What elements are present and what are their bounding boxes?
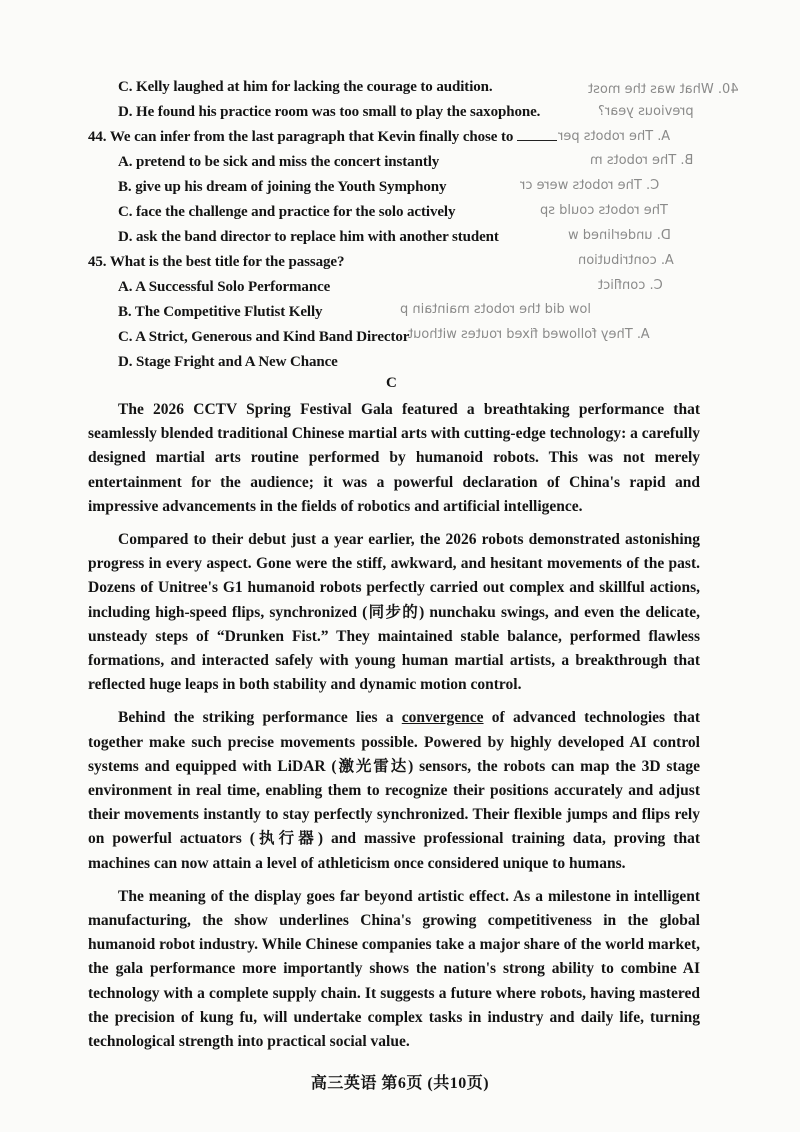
- passage-paragraph-1: The 2026 CCTV Spring Festival Gala featured a breathtaking performance that seamlessly blended traditional Chinese martial arts with cutting-edge technology: a carefully designed martial arts routine performed by humanoid robots. This was not merely entertainment for the audience; it was a powerful declaration of China's rapid and impressive advancements in the fields of robotics and artificial intelligence.: [88, 401, 700, 515]
- passage-heading: C: [386, 375, 397, 391]
- q44-stem: 44. We can infer from the last paragraph that Kevin finally chose to: [88, 127, 688, 147]
- q44-option-b: B. give up his dream of joining the Youth Symphony: [118, 179, 447, 195]
- reading-passage: [88, 398, 700, 1063]
- bleed-through-text: C. The robots were cr: [520, 178, 660, 193]
- q44-option-d: D. ask the band director to replace him with another student: [118, 229, 499, 245]
- q45-option-d: D. Stage Fright and A New Chance: [118, 354, 338, 370]
- passage-paragraph-4: The meaning of the display goes far beyond artistic effect. As a milestone in intelligent manufacturing, the show underlines China's growing competitiveness in the global humanoid robot industry. While Chinese companies take a major share of the world market, the gala performance more importantly shows the nation's strong ability to combine AI technology with a complete supply chain. It suggests a future where robots, having mastered the precision of kung fu, will undertake complex tasks in industry and daily life, turning technological strength into practical social value.: [88, 887, 700, 1051]
- q43-option-c: C. Kelly laughed at him for lacking the courage to audition.: [118, 79, 493, 95]
- q44-option-a: A. pretend to be sick and miss the concert instantly: [118, 154, 440, 170]
- underlined-word: convergence: [401, 709, 484, 727]
- bleed-through-text: 40. What was the most: [588, 82, 739, 97]
- q45-option-c: C. A Strict, Generous and Kind Band Director: [118, 329, 410, 345]
- q44-option-c: C. face the challenge and practice for the solo actively: [118, 204, 456, 220]
- bleed-through-text: A. The robots per: [558, 129, 671, 144]
- bleed-through-text: A. They followed fixed routes without: [408, 327, 650, 342]
- passage-paragraph-2: Compared to their debut just a year earlier, the 2026 robots demonstrated astonishing progress in every aspect. Gone were the stiff, awkward, and hesitant movements of the past. Dozens of Unitree's G1 humanoid robots perfectly carried out complex and skillful actions, including high-speed flips, synchronized (同步的) nunchaku swings, and even the delicate, unsteady steps of “Drunken Fist.” They maintained stable balance, performed flawless formations, and interacted safely with young human martial artists, a breakthrough that reflected huge leaps in both stability and dynamic motion control.: [88, 531, 700, 694]
- bleed-through-text: C. conflict: [598, 278, 663, 293]
- bleed-through-text: D. underlined w: [568, 228, 671, 243]
- q45-option-b: B. The Competitive Flutist Kelly: [118, 304, 323, 320]
- page-footer: 高三英语 第6页 (共10页): [310, 1075, 490, 1092]
- passage-paragraph-3: Behind the striking performance lies a convergence of advanced technologies that together make such precise movements possible. Powered by highly developed AI control systems and equipped with LiDAR (激光雷达) sensors, the robots can map the 3D stage environment in real time, enabling them to recognize their positions accurately and adjust their movements instantly to stay perfectly synchronized. Their flexible jumps and flips rely on powerful actuators (执行器) and massive professional training data, proving that machines can now attain a level of athleticism once considered unique to humans.: [88, 709, 700, 872]
- bleed-through-text: B. The robots m: [590, 153, 694, 168]
- bleed-through-text: A. contribution: [578, 253, 674, 268]
- answer-blank: [517, 128, 557, 141]
- q45-option-a: A. A Successful Solo Performance: [118, 279, 331, 295]
- bleed-through-text: previous year?: [598, 104, 694, 119]
- q45-stem: 45. What is the best title for the passage?: [88, 254, 345, 270]
- q43-option-d: D. He found his practice room was too small to play the saxophone.: [118, 104, 541, 120]
- bleed-through-text: low did the robots maintain p: [400, 302, 592, 317]
- bleed-through-text: The robots could sp: [540, 203, 668, 218]
